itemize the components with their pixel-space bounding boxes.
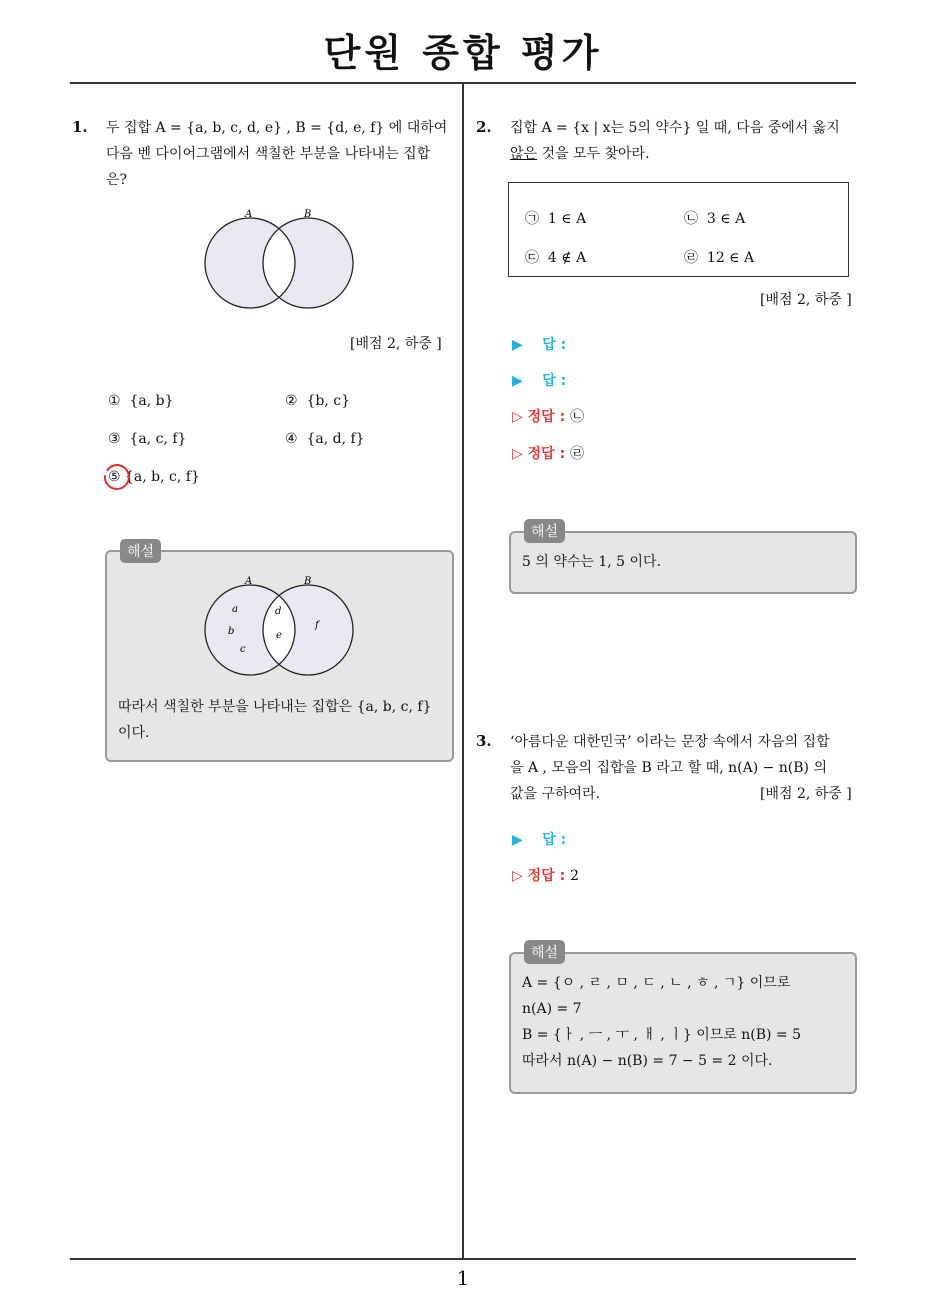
q2-answer-row-2 (512, 370, 566, 390)
q1-number: 1. (72, 118, 88, 136)
q3-solution-line3: B = {ㅏ , ㅡ , ㅜ , ㅐ , ㅣ} 이므로 n(B) = 5 (522, 1027, 801, 1043)
q3-line2: 을 A , 모음의 집합을 B 라고 할 때, n(A) − n(B) 의 (510, 760, 827, 776)
q2-item-2 (684, 208, 745, 228)
blue-triangle-icon: ▶ (512, 832, 523, 848)
q3-solution-line2: n(A) = 7 (522, 1001, 582, 1017)
venn-label-b: B (304, 209, 312, 220)
option-text: {a, c, f} (129, 431, 187, 447)
item-marker: ㉠ (525, 211, 539, 227)
q1-option-4[interactable] (285, 431, 365, 447)
q2-line2-rest: 것을 모두 찾아라. (537, 146, 650, 162)
q2-correct-row-2 (512, 443, 584, 463)
footer-divider (70, 1258, 856, 1260)
q3-line1: ‘아름다운 대한민국’ 이라는 문장 속에서 자음의 집합 (510, 734, 830, 750)
q2-underlined-word: 않은 (510, 146, 538, 162)
venn-element-e: e (276, 630, 282, 641)
q2-item-3 (525, 247, 586, 267)
venn-element-b: b (228, 626, 235, 637)
option-marker: ④ (285, 431, 298, 447)
q3-number: 3. (476, 732, 492, 750)
correct-label: 정답 : (527, 446, 566, 462)
option-marker: ① (108, 393, 121, 409)
q2-answer-row-1 (512, 334, 566, 354)
q1-solution-tab: 해설 (120, 539, 161, 563)
correct-value: ㉡ (570, 409, 585, 425)
item-text: 1 ∈ A (547, 211, 587, 227)
q2-item-4 (684, 247, 754, 267)
q1-score: [배점 2, 하중 ] (350, 336, 442, 352)
item-text: 3 ∈ A (706, 211, 746, 227)
item-marker: ㉣ (684, 250, 698, 266)
q1-line2: 다음 벤 다이어그램에서 색칠한 부분을 나타내는 집합 (106, 146, 431, 162)
q1-venn-diagram (190, 205, 370, 315)
venn-element-f: f (315, 620, 319, 631)
answer-label: 답 : (542, 337, 567, 353)
q3-solution-tab: 해설 (524, 940, 565, 964)
page-title: 단원 종합 평가 (323, 31, 603, 75)
q2-line2 (510, 141, 860, 167)
q2-item-1 (525, 208, 586, 228)
venn-element-d: d (275, 606, 282, 617)
q1-line3: 은? (106, 172, 128, 188)
option-text: {a, d, f} (306, 431, 365, 447)
venn-element-c: c (240, 644, 246, 655)
red-triangle-icon: ▷ (512, 868, 523, 884)
q2-number: 2. (476, 118, 492, 136)
option-marker: ② (285, 393, 298, 409)
red-triangle-icon: ▷ (512, 409, 523, 425)
option-marker: ③ (108, 431, 121, 447)
venn-element-a: a (232, 604, 238, 615)
q1-option-3[interactable] (108, 431, 186, 447)
option-text: {a, b} (129, 393, 174, 409)
blue-triangle-icon: ▶ (512, 337, 523, 353)
correct-label: 정답 : (527, 409, 566, 425)
page-number: 1 (456, 1266, 470, 1290)
item-text: 12 ∈ A (706, 250, 755, 266)
option-marker: ⑤ (108, 469, 121, 485)
q1-line1: 두 집합 A = {a, b, c, d, e} , B = {d, e, f} 에 대하여 (106, 120, 448, 136)
blue-triangle-icon: ▶ (512, 373, 523, 389)
q1-option-1[interactable] (108, 393, 174, 409)
venn-label-a: A (245, 209, 253, 220)
q2-solution-text: 5 의 약수는 1, 5 이다. (522, 554, 662, 570)
correct-label: 정답 : (527, 868, 566, 884)
answer-label: 답 : (542, 373, 567, 389)
q1-option-2[interactable] (285, 393, 350, 409)
q1-solution-line1: 따라서 색칠한 부분을 나타내는 집합은 {a, b, c, f} (118, 699, 432, 715)
correct-value: ㉣ (570, 446, 585, 462)
correct-value: 2 (570, 868, 579, 884)
q2-score: [배점 2, 하중 ] (760, 292, 852, 308)
q3-correct-row (512, 865, 579, 885)
item-marker: ㉡ (684, 211, 698, 227)
option-text: {b, c} (306, 393, 350, 409)
q3-solution-line4: 따라서 n(A) − n(B) = 7 − 5 = 2 이다. (522, 1053, 773, 1069)
q1-solution-line2: 이다. (118, 725, 150, 741)
q2-correct-row-1 (512, 406, 584, 426)
option-text: {a, b, c, f} (125, 469, 200, 485)
q3-line3: 값을 구하여라. (510, 786, 601, 802)
red-triangle-icon: ▷ (512, 446, 523, 462)
item-marker: ㉢ (525, 250, 539, 266)
column-divider (462, 82, 464, 1260)
q3-answer-row (512, 829, 566, 849)
q3-score: [배점 2, 하중 ] (760, 786, 852, 802)
q2-line1: 집합 A = {x | x는 5의 약수} 일 때, 다음 중에서 옳지 (510, 120, 840, 136)
q1-solution-venn (190, 572, 370, 682)
venn-label-b: B (304, 576, 312, 587)
answer-label: 답 : (542, 832, 567, 848)
q3-solution-line1: A = {ㅇ , ㄹ , ㅁ , ㄷ , ㄴ , ㅎ , ㄱ} 이므로 (522, 975, 791, 991)
item-text: 4 ∉ A (547, 250, 587, 266)
venn-label-a: A (245, 576, 253, 587)
q2-solution-tab: 해설 (524, 519, 565, 543)
correct-answer-circle-icon (101, 462, 131, 492)
